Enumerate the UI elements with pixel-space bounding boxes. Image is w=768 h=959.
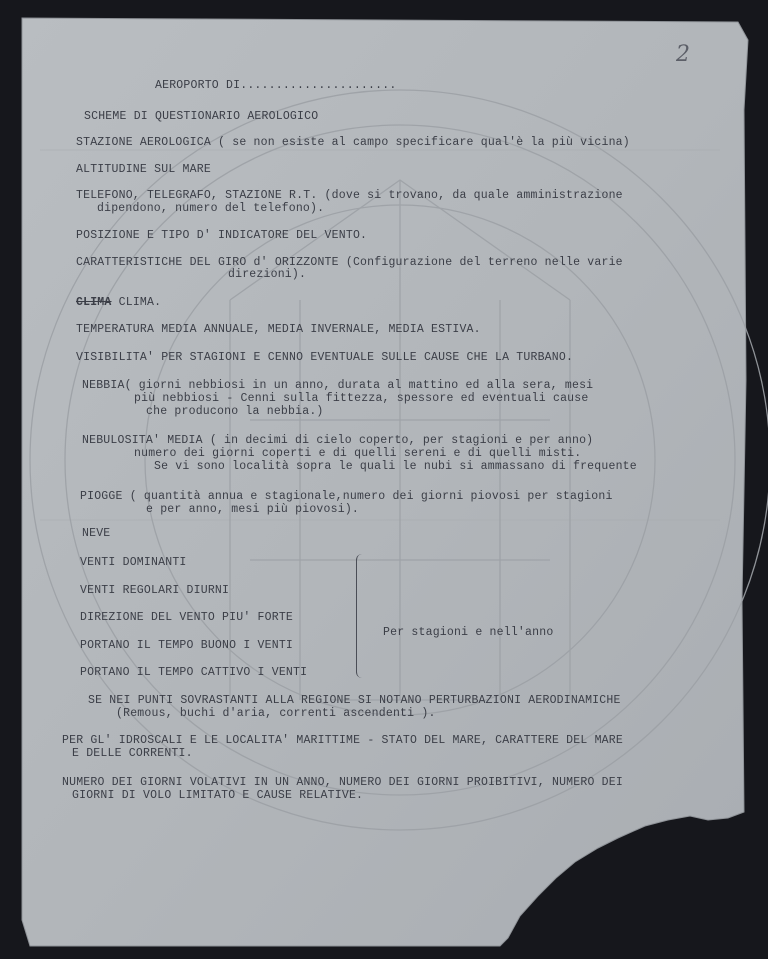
posizione: POSIZIONE E TIPO D' INDICATORE DEL VENTO. [76,229,368,242]
clima-line [76,296,161,309]
nebbia-line-3: che producono la nebbia.) [146,405,324,418]
idroscali-line-1: PER GL' IDROSCALI E LE LOCALITA' MARITTIME - STATO DEL MARE, CARATTERE DEL MARE [62,734,623,747]
perturbazioni-line-2: (Remous, buchi d'aria, correnti ascendenti ). [116,707,436,720]
airport-line: AEROPORTO DI...................... [155,79,397,92]
venti-regolari: VENTI REGOLARI DIURNI [80,584,230,597]
giorni-line-1: NUMERO DEI GIORNI VOLATIVI IN UN ANNO, NUMERO DEI GIORNI PROIBITIVI, NUMERO DEI [62,776,623,789]
page-number: 2 [676,42,690,67]
tempo-buono: PORTANO IL TEMPO BUONO I VENTI [80,639,294,652]
tempo-cattivo: PORTANO IL TEMPO CATTIVO I VENTI [80,666,308,679]
bracket [356,554,367,678]
temperatura: TEMPERATURA MEDIA ANNUALE, MEDIA INVERNALE, MEDIA ESTIVA. [76,323,481,336]
stazione-aerologica: STAZIONE AEROLOGICA ( se non esiste al campo specificare qual'è la più vicina) [76,136,630,149]
nebbia-line-2: più nebbiosi - Cenni sulla fittezza, spessore ed eventuali cause [134,392,589,405]
nebulosita-line-1: NEBULOSITA' MEDIA ( in decimi di cielo coperto, per stagioni e per anno) [82,434,594,447]
clima-struck: CLIMA [76,296,112,309]
venti-dominanti: VENTI DOMINANTI [80,556,187,569]
caratteristiche-line-2: direzioni). [228,268,307,281]
perturbazioni-line-1: SE NEI PUNTI SOVRASTANTI ALLA REGIONE SI NOTANO PERTURBAZIONI AERODINAMICHE [88,694,621,707]
telefono-line-1: TELEFONO, TELEGRAFO, STAZIONE R.T. (dove si trovano, da quale amministrazione [76,189,623,202]
giorni-line-2: GIORNI DI VOLO LIMITATO E CAUSE RELATIVE. [72,789,364,802]
piogge-line-2: e per anno, mesi più piovosi). [146,503,360,516]
caratteristiche-line-1: CARATTERISTICHE DEL GIRO d' ORIZZONTE (Configurazione del terreno nelle varie [76,256,623,269]
visibilita: VISIBILITA' PER STAGIONI E CENNO EVENTUALE SULLE CAUSE CHE LA TURBANO. [76,351,574,364]
piogge-line-1: PIOGGE ( quantità annua e stagionale,numero dei giorni piovosi per stagioni [80,490,613,503]
nebulosita-line-3: Se vi sono località sopra le quali le nubi si ammassano di frequente [154,460,637,473]
idroscali-line-2: E DELLE CORRENTI. [72,747,193,760]
direzione-vento: DIREZIONE DEL VENTO PIU' FORTE [80,611,294,624]
neve: NEVE [82,527,111,540]
altitudine: ALTITUDINE SUL MARE [76,163,211,176]
clima: CLIMA. [111,296,162,309]
nebbia-line-1: NEBBIA( giorni nebbiosi in un anno, durata al mattino ed alla sera, mesi [82,379,594,392]
brace-note: Per stagioni e nell'anno [383,626,554,639]
heading: SCHEME DI QUESTIONARIO AEROLOGICO [84,110,319,123]
telefono-line-2: dipendono, numero del telefono). [97,202,325,215]
nebulosita-line-2: numero dei giorni coperti e di quelli sereni e di quelli misti. [134,447,582,460]
